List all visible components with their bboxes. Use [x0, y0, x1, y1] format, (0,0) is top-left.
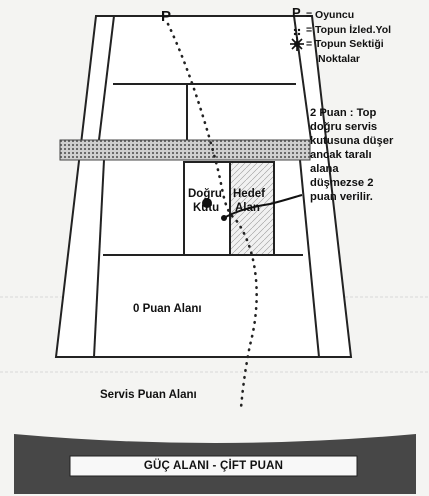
player-marker: P	[161, 8, 172, 25]
correct-box-label-2: Kutu	[193, 202, 220, 214]
zero-points-area-label: 0 Puan Alanı	[133, 303, 202, 315]
net	[60, 140, 310, 160]
two-points-note	[310, 106, 393, 204]
target-area-label: Hedef	[233, 188, 265, 200]
player-legend-label: = Oyuncu	[306, 9, 355, 21]
note-line: alana	[310, 163, 339, 175]
note-line: puan verilir.	[310, 191, 373, 203]
path-legend-label: = Topun İzled.Yol	[306, 24, 392, 36]
player-symbol: P	[292, 5, 301, 20]
note-line: doğru servis	[310, 121, 378, 133]
bounce-legend-label-2: Noktalar	[318, 53, 361, 65]
correct-box-label: Doğru	[188, 188, 222, 200]
target-area-label-2: Alan	[235, 202, 260, 214]
note-line: ancak taralı	[310, 149, 372, 161]
note-line: 2 Puan : Top	[310, 107, 377, 119]
service-points-area-label: Servis Puan Alanı	[100, 389, 197, 401]
bounce-star-icon	[290, 37, 304, 51]
note-line: düşmezse 2	[310, 177, 374, 189]
target-bounce-point	[221, 215, 227, 221]
power-area-label: GÜÇ ALANI - ÇİFT PUAN	[143, 460, 284, 472]
note-line: kutusuna düşer	[310, 135, 394, 147]
bounce-legend-label: = Topun Sektiği	[306, 38, 384, 50]
